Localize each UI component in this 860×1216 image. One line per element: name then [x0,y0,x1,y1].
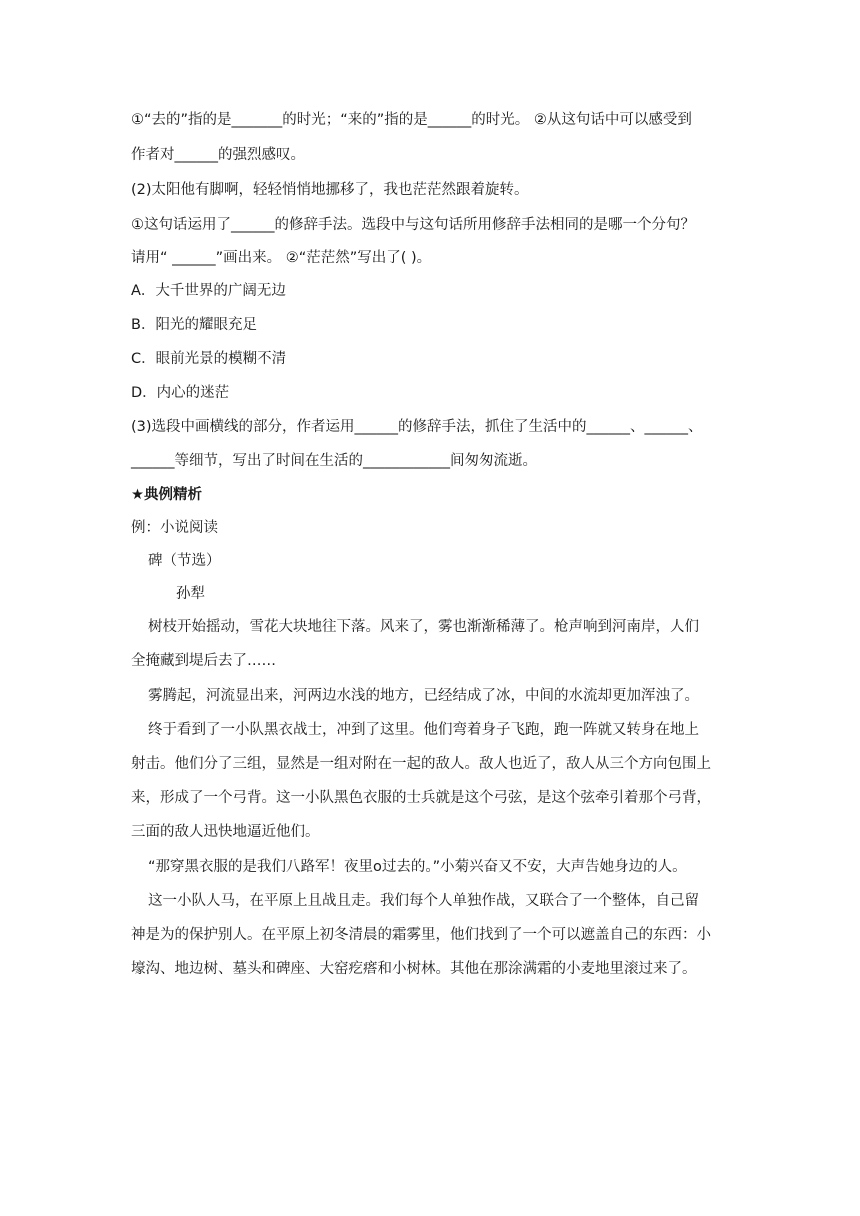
para4-line-1: “那穿黑衣服的是我们八路军！夜里o过去的。”小菊兴奋又不安，大声告她身边的人。 [148,859,687,875]
q2-sub-line-1: ①这句话运用了______的修辞手法。选段中与这句话所用修辞手法相同的是哪一个分句？ [131,217,695,233]
para1-line-2: 全掩藏到堤后去了…… [131,653,276,669]
para5-line-1: 这一小队人马，在平原上且战且走。我们每个人单独作战，又联合了一个整体，自己留 [148,893,699,909]
para3-line-4: 三面的敌人迅快地逼近他们。 [131,824,320,840]
q3-line-1: (3)选段中画横线的部分，作者运用______的修辞手法，抓住了生活中的______、______、 [131,419,703,435]
story-author: 孙犁 [176,586,205,602]
option-a: A．大千世界的广阔无边 [131,283,286,299]
q2-sentence: (2)太阳他有脚啊，轻轻悄悄地挪移了，我也茫茫然跟着旋转。 [131,182,529,198]
q1-sub-line-2: 作者对______的强烈感叹。 [131,147,305,163]
option-c: C．眼前光景的模糊不清 [131,351,287,367]
section-heading: ★典例精析 [131,487,202,503]
q3-line-2: ______等细节，写出了时间在生活的____________间匆匆流逝。 [131,453,537,469]
example-label: 例：小说阅读 [131,520,218,536]
para1-line-1: 树枝开始摇动，雪花大块地往下落。风来了，雾也渐渐稀薄了。枪声响到河南岸，人们 [148,619,699,635]
q2-sub-line-2: 请用“ ______”画出来。 ②“茫茫然”写出了( )。 [131,250,432,266]
para3-line-1: 终于看到了一小队黑衣战士，冲到了这里。他们弯着身子飞跑，跑一阵就又转身在地上 [148,722,699,738]
para3-line-3: 来，形成了一个弓背。这一小队黑色衣服的士兵就是这个弓弦，是这个弦牵引着那个弓背， [131,790,711,806]
para5-line-3: 壕沟、地边树、墓头和碑座、大窑疙瘩和小树林。其他在那涂满霜的小麦地里滚过来了。 [131,961,697,977]
para3-line-2: 射击。他们分了三组，显然是一组对附在一起的敌人。敌人也近了，敌人从三个方向包围上 [131,756,711,772]
option-d: D．内心的迷茫 [131,385,230,401]
option-b: B．阳光的耀眼充足 [131,317,257,333]
para2-line-1: 雾腾起，河流显出来，河两边水浅的地方，已经结成了冰，中间的水流却更加浑浊了。 [148,688,699,704]
story-title: 碑（节选） [148,553,221,569]
q1-sub-line-1: ①“去的”指的是_______的时光；“来的”指的是______的时光。 ②从这句话中可以感受到 [131,112,692,128]
para5-line-2: 神是为的保护别人。在平原上初冬清晨的霜雾里，他们找到了一个可以遮盖自己的东西：小 [131,927,711,943]
